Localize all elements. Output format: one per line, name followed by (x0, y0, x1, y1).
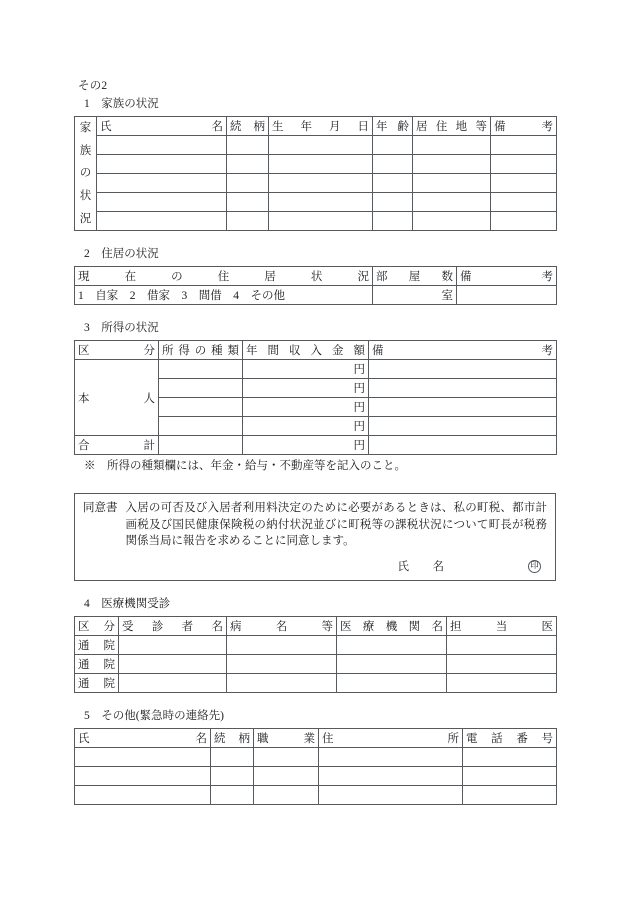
cell-relation[interactable] (211, 786, 254, 805)
seal-mark-char: 印 (530, 560, 539, 571)
form-content (74, 78, 556, 805)
cell-birthdate[interactable] (269, 212, 373, 231)
header-char: 名 (211, 621, 223, 633)
column-header-remarks (369, 341, 557, 360)
cell-name[interactable] (75, 786, 211, 805)
cell-relation[interactable] (227, 212, 269, 231)
header-char: 備 (460, 271, 472, 283)
cell-residence-area[interactable] (413, 212, 491, 231)
cell-age[interactable] (373, 212, 413, 231)
cell-remarks[interactable] (457, 286, 557, 305)
table-header-row (75, 117, 557, 136)
cell-occupation[interactable] (254, 748, 319, 767)
table-row[interactable] (75, 655, 557, 674)
cell-phone[interactable] (463, 786, 557, 805)
income-table (74, 340, 557, 455)
header-char: 備 (372, 345, 384, 357)
cell-occupation[interactable] (254, 767, 319, 786)
cell-address[interactable] (319, 786, 463, 805)
header-char: 医 (541, 621, 553, 633)
label-char: 本 (78, 392, 90, 405)
header-char: 収 (289, 345, 301, 357)
cell-address[interactable] (319, 767, 463, 786)
column-header-relation (227, 117, 269, 136)
income-note: ※ 所得の種類欄には、年金・給与・不動産等を記入のこと。 (84, 460, 406, 472)
document-label: その2 (78, 80, 108, 92)
cell-patient-name[interactable] (119, 655, 227, 674)
column-header-residence-area (413, 117, 491, 136)
header-char: 氏 (78, 733, 90, 745)
header-char: 年 (376, 121, 388, 133)
cell-residence-area[interactable] (413, 155, 491, 174)
vertical-char: の (79, 167, 92, 180)
family-vertical-label (75, 117, 97, 231)
table-row-total[interactable] (75, 436, 557, 455)
cell-relation[interactable] (227, 174, 269, 193)
table-row[interactable] (75, 674, 557, 693)
cell-phone[interactable] (463, 767, 557, 786)
header-char: 入 (310, 345, 322, 357)
header-char: 所 (447, 733, 459, 745)
cell-birthdate[interactable] (269, 155, 373, 174)
header-char: 年 (300, 121, 312, 133)
table-row[interactable] (75, 748, 557, 767)
header-char: 機 (385, 621, 398, 633)
column-header-patient-name (119, 617, 227, 636)
medical-visit-label (75, 655, 119, 674)
cell-disease-name[interactable] (227, 636, 337, 655)
table-header-row (75, 341, 557, 360)
table-row[interactable] (75, 193, 557, 212)
cell-income-type[interactable] (159, 436, 243, 455)
header-char: 現 (78, 271, 90, 283)
cell-age[interactable] (373, 193, 413, 212)
header-char: 在 (124, 271, 137, 283)
header-char: 種 (211, 345, 223, 357)
room-count-unit[interactable]: 室 (373, 286, 457, 305)
consent-name-label: 氏 名 (397, 560, 450, 573)
label-char: 通 (78, 678, 90, 690)
cell-relation[interactable] (211, 767, 254, 786)
column-header-institution-name (337, 617, 447, 636)
cell-institution-name[interactable] (337, 674, 447, 693)
cell-doctor[interactable] (447, 655, 557, 674)
cell-residence-area[interactable] (413, 193, 491, 212)
cell-total-income[interactable]: 円 (243, 436, 369, 455)
header-char: 額 (353, 345, 365, 357)
header-char: 数 (441, 271, 453, 283)
header-char: 続 (214, 733, 226, 745)
header-char: 電 (466, 733, 478, 745)
column-header-room-count (373, 267, 457, 286)
income-total-label (75, 436, 159, 455)
cell-relation[interactable] (211, 748, 254, 767)
header-char: 間 (267, 345, 279, 357)
column-header-birthdate (269, 117, 373, 136)
header-char: 名 (195, 733, 207, 745)
cell-birthdate[interactable] (269, 136, 373, 155)
header-char: 名 (275, 621, 288, 633)
header-char: 関 (408, 621, 421, 633)
header-char: 居 (264, 271, 276, 283)
cell-annual-income[interactable]: 円 (243, 417, 369, 436)
header-char: 等 (321, 621, 333, 633)
cell-phone[interactable] (463, 748, 557, 767)
cell-doctor[interactable] (447, 636, 557, 655)
cell-name[interactable] (75, 748, 211, 767)
column-header-occupation (254, 729, 319, 748)
header-char: の (171, 271, 183, 283)
label-char: 院 (103, 678, 115, 690)
cell-income-type[interactable] (159, 417, 243, 436)
header-char: 住 (435, 121, 448, 133)
table-row[interactable] (75, 636, 557, 655)
cell-address[interactable] (319, 748, 463, 767)
cell-residence-area[interactable] (413, 174, 491, 193)
cell-name[interactable] (97, 212, 227, 231)
column-header-current-residence (75, 267, 373, 286)
header-char: 医 (340, 621, 352, 633)
header-char: 屋 (408, 271, 421, 283)
cell-patient-name[interactable] (119, 636, 227, 655)
cell-remarks[interactable] (491, 136, 557, 155)
column-header-name (75, 729, 211, 748)
header-char: 居 (416, 121, 428, 133)
table-row[interactable] (75, 286, 557, 305)
cell-annual-income[interactable]: 円 (243, 379, 369, 398)
column-header-name (97, 117, 227, 136)
header-char: 区 (78, 345, 90, 357)
label-char: 通 (78, 659, 90, 671)
cell-relation[interactable] (227, 193, 269, 212)
header-char: 金 (332, 345, 344, 357)
header-char: 考 (541, 121, 553, 133)
header-char: 受 (122, 621, 134, 633)
header-char: 区 (78, 621, 90, 633)
cell-name[interactable] (75, 767, 211, 786)
table-row[interactable] (75, 136, 557, 155)
column-header-relation (211, 729, 254, 748)
seal-icon (528, 560, 541, 573)
header-char: 担 (450, 621, 462, 633)
cell-remarks[interactable] (369, 398, 557, 417)
header-char: 日 (357, 121, 369, 133)
table-row[interactable] (75, 786, 557, 805)
cell-name[interactable] (97, 193, 227, 212)
header-char: 齢 (397, 121, 409, 133)
header-char: 月 (329, 121, 341, 133)
header-char: 氏 (100, 121, 112, 133)
header-char: 療 (362, 621, 375, 633)
header-char: 状 (310, 271, 323, 283)
section-heading-medical: 4 医療機関受診 (84, 598, 171, 610)
table-row[interactable] (75, 155, 557, 174)
emergency-contact-table (74, 728, 557, 805)
cell-remarks[interactable] (369, 436, 557, 455)
header-char: 号 (541, 733, 553, 745)
header-char: 柄 (238, 733, 250, 745)
label-char: 人 (143, 392, 155, 405)
residence-options[interactable]: 1 自家 2 借家 3 間借 4 その他 (75, 286, 373, 305)
header-char: 業 (303, 733, 315, 745)
table-header-row (75, 617, 557, 636)
header-char: 考 (541, 345, 553, 357)
header-char: 柄 (253, 121, 265, 133)
vertical-char: 家 (79, 122, 92, 135)
family-table (74, 116, 557, 231)
cell-age[interactable] (373, 155, 413, 174)
consent-box (74, 493, 556, 581)
column-header-category (75, 341, 159, 360)
cell-patient-name[interactable] (119, 674, 227, 693)
cell-age[interactable] (373, 174, 413, 193)
medical-visit-label (75, 674, 119, 693)
residence-table (74, 266, 557, 305)
header-char: 話 (491, 733, 503, 745)
vertical-char: 況 (79, 212, 92, 225)
header-char: 地 (455, 121, 468, 133)
cell-doctor[interactable] (447, 674, 557, 693)
cell-birthdate[interactable] (269, 193, 373, 212)
table-row[interactable] (75, 360, 557, 379)
cell-remarks[interactable] (369, 417, 557, 436)
cell-relation[interactable] (227, 155, 269, 174)
column-header-phone (463, 729, 557, 748)
table-row[interactable] (75, 767, 557, 786)
cell-institution-name[interactable] (337, 655, 447, 674)
cell-remarks[interactable] (491, 155, 557, 174)
header-char: 所 (162, 345, 174, 357)
cell-relation[interactable] (227, 136, 269, 155)
cell-disease-name[interactable] (227, 674, 337, 693)
cell-remarks[interactable] (491, 174, 557, 193)
cell-remarks[interactable] (491, 193, 557, 212)
cell-income-type[interactable] (159, 360, 243, 379)
cell-remarks[interactable] (369, 360, 557, 379)
table-row[interactable] (75, 212, 557, 231)
header-char: 診 (151, 621, 164, 633)
header-char: 部 (376, 271, 388, 283)
cell-age[interactable] (373, 136, 413, 155)
header-char: 分 (143, 345, 155, 357)
section-heading-other: 5 その他(緊急時の連絡先) (84, 710, 224, 722)
cell-disease-name[interactable] (227, 655, 337, 674)
column-header-annual-income (243, 341, 369, 360)
vertical-char: 族 (79, 144, 92, 157)
column-header-income-type (159, 341, 243, 360)
label-char: 計 (143, 440, 155, 452)
header-char: 分 (103, 621, 115, 633)
header-char: 住 (322, 733, 334, 745)
column-header-address (319, 729, 463, 748)
header-char: 病 (230, 621, 242, 633)
header-char: 番 (516, 733, 528, 745)
header-char: 類 (227, 345, 239, 357)
table-header-row (75, 729, 557, 748)
cell-remarks[interactable] (491, 212, 557, 231)
header-char: 名 (211, 121, 223, 133)
header-char: 住 (217, 271, 230, 283)
header-char: 職 (257, 733, 269, 745)
header-char: 況 (357, 271, 369, 283)
label-char: 通 (78, 640, 90, 652)
cell-name[interactable] (97, 136, 227, 155)
header-char: 当 (495, 621, 508, 633)
cell-annual-income[interactable]: 円 (243, 398, 369, 417)
cell-birthdate[interactable] (269, 174, 373, 193)
label-char: 院 (103, 640, 115, 652)
header-char: 得 (178, 345, 190, 357)
column-header-age (373, 117, 413, 136)
column-header-remarks (491, 117, 557, 136)
medical-visit-label (75, 636, 119, 655)
column-header-category (75, 617, 119, 636)
cell-institution-name[interactable] (337, 636, 447, 655)
header-char: 続 (230, 121, 242, 133)
header-char: 年 (246, 345, 258, 357)
consent-text: 入居の可否及び入居者利用料決定のために必要があるときは、私の町税、都市計画税及び国民健康保険税の納付状況並びに町税等の課税状況について町長が税務関係当局に報告を求めることに同意します。 (125, 502, 547, 547)
table-header-row (75, 267, 557, 286)
medical-table (74, 616, 557, 693)
table-row[interactable] (75, 174, 557, 193)
header-char: 考 (541, 271, 553, 283)
cell-income-type[interactable] (159, 379, 243, 398)
income-self-label (75, 360, 159, 436)
cell-residence-area[interactable] (413, 136, 491, 155)
cell-name[interactable] (97, 174, 227, 193)
cell-occupation[interactable] (254, 786, 319, 805)
column-header-disease-name (227, 617, 337, 636)
section-heading-income: 3 所得の状況 (84, 322, 159, 334)
cell-remarks[interactable] (369, 379, 557, 398)
cell-annual-income[interactable]: 円 (243, 360, 369, 379)
header-char: 備 (494, 121, 506, 133)
header-char: 等 (475, 121, 487, 133)
cell-name[interactable] (97, 155, 227, 174)
label-char: 院 (103, 659, 115, 671)
section-heading-family: 1 家族の状況 (84, 98, 159, 110)
cell-income-type[interactable] (159, 398, 243, 417)
column-header-remarks (457, 267, 557, 286)
section-heading-residence: 2 住居の状況 (84, 248, 159, 260)
column-header-doctor (447, 617, 557, 636)
vertical-char: 状 (79, 190, 92, 203)
consent-title: 同意書 (83, 502, 118, 514)
header-char: 者 (181, 621, 194, 633)
label-char: 合 (78, 440, 90, 452)
header-char: 名 (431, 621, 443, 633)
header-char: の (194, 345, 207, 357)
header-char: 生 (272, 121, 284, 133)
